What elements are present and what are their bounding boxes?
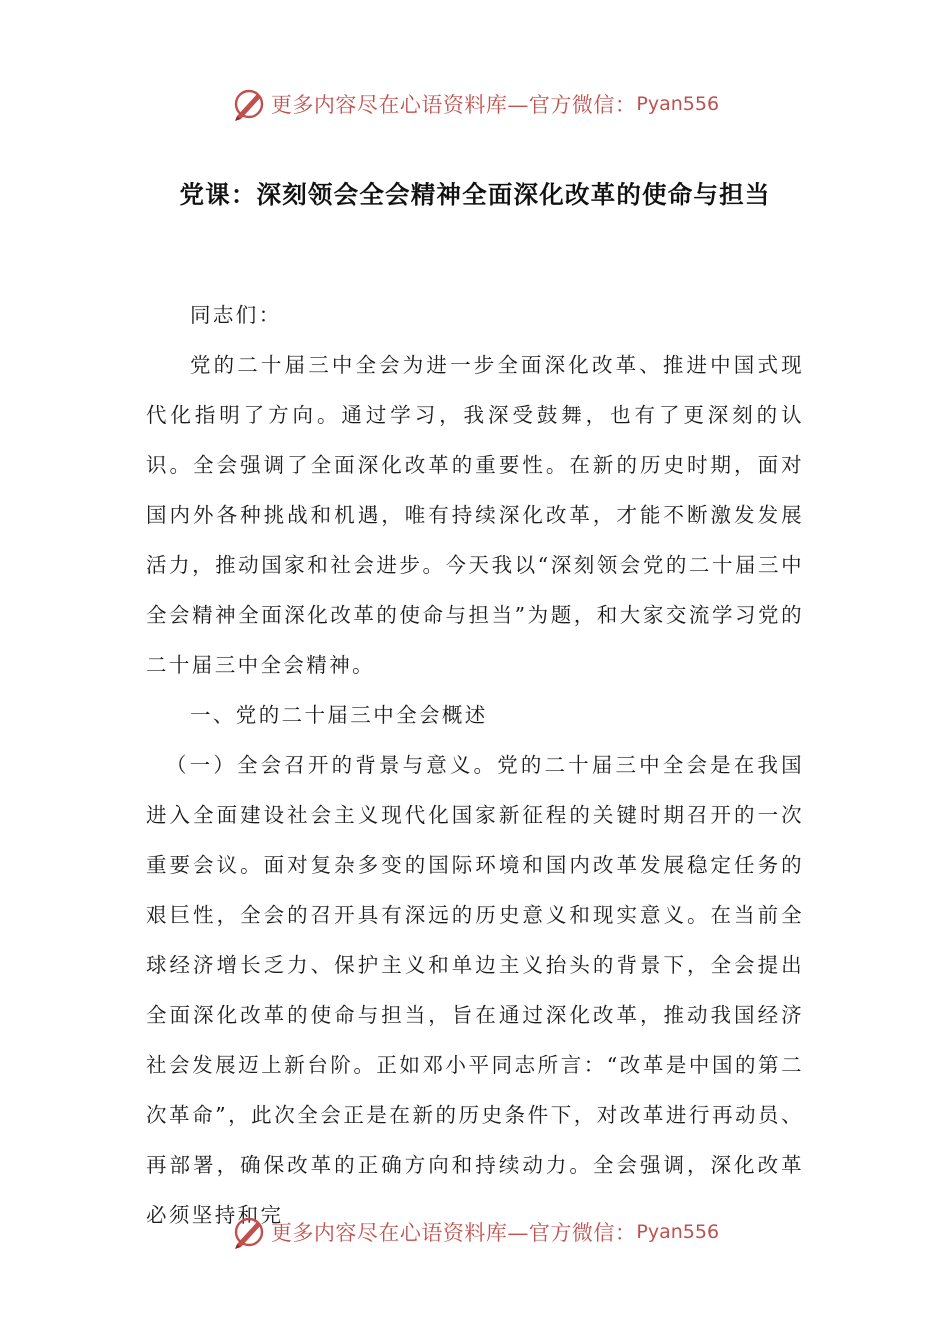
section-heading: 一、党的二十届三中全会概述 [190,703,488,727]
document-body [146,290,804,1240]
salutation-paragraph: 同志们： [190,303,282,327]
banner-text: 更多内容尽在心语资料库—官方微信： [270,93,637,117]
page-title: 党课：深刻领会全会精神全面深化改革的使命与担当 [179,180,771,209]
pen-circle-logo-icon [231,1214,267,1250]
banner-wechat-id: Pyan556 [636,1221,720,1243]
pen-circle-logo-icon [231,86,267,122]
header-banner [0,84,950,124]
intro-paragraph: 党的二十届三中全会为进一步全面深化改革、推进中国式现代化指明了方向。通过学习，我深受鼓舞，也有了更深刻的认识。全会强调了全面深化改革的重要性。在新的历史时期，面对国内外各种挑战和机遇，唯有持续深化改革，才能不断激发发展活力，推动国家和社会进步。今天我以“深刻领会党的二十届三中全会精神全面深化改革的使命与担当”为题，和大家交流学习党的二十届三中全会精神。 [146,353,804,677]
section-paragraph: （一）全会召开的背景与意义。党的二十届三中全会是在我国进入全面建设社会主义现代化国家新征程的关键时期召开的一次重要会议。面对复杂多变的国际环境和国内改革发展稳定任务的艰巨性，全会的召开具有深远的历史意义和现实意义。在当前全球经济增长乏力、保护主义和单边主义抬头的背景下，全会提出全面深化改革的使命与担当，旨在通过深化改革，推动我国经济社会发展迈上新台阶。正如邓小平同志所言：“改革是中国的第二次革命”，此次全会正是在新的历史条件下，对改革进行再动员、再部署，确保改革的正确方向和持续动力。全会强调，深化改革必须坚持和完 [146,753,804,1227]
footer-banner [0,1212,950,1252]
banner-wechat-id: Pyan556 [636,93,720,115]
banner-text: 更多内容尽在心语资料库—官方微信： [270,1221,637,1245]
